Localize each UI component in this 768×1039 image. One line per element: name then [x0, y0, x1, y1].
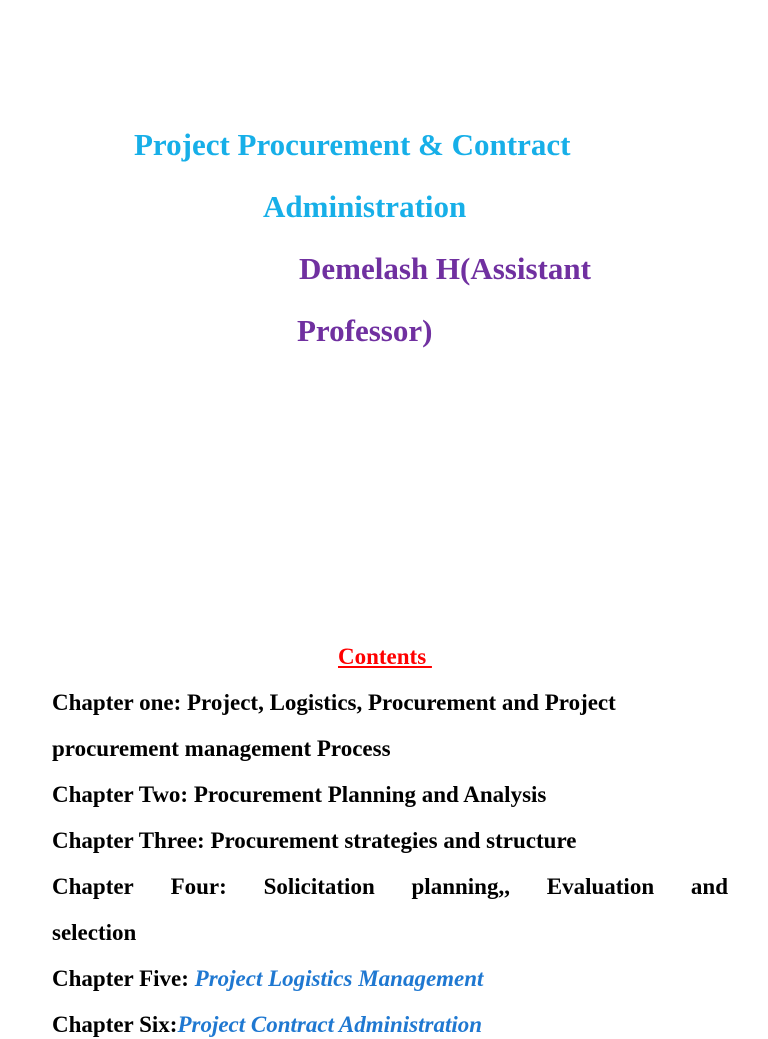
document-title-line-1: Project Procurement & Contract — [134, 127, 571, 162]
toc-chapter-five-link[interactable]: Project Logistics Management — [194, 966, 484, 991]
document-title-line-2: Administration — [263, 189, 467, 224]
toc-word: Solicitation — [263, 874, 375, 899]
toc-word: planning,, — [411, 874, 510, 899]
toc-chapter-six-prefix: Chapter Six: — [52, 1012, 178, 1037]
toc-chapter-one-line-2: procurement management Process — [52, 736, 391, 761]
author-line-1: Demelash H(Assistant — [299, 251, 591, 286]
toc-chapter-four-line-1 — [52, 873, 728, 901]
toc-chapter-four-line-2: selection — [52, 920, 137, 945]
toc-chapter-six-link[interactable]: Project Contract Administration — [177, 1012, 483, 1037]
toc-word: and — [690, 874, 728, 899]
toc-word: Evaluation — [546, 874, 655, 899]
toc-word: Chapter — [52, 874, 134, 899]
toc-chapter-two: Chapter Two: Procurement Planning and Analysis — [52, 782, 547, 807]
toc-word: Four: — [170, 874, 227, 899]
toc-chapter-five-prefix: Chapter Five: — [52, 966, 195, 991]
toc-chapter-three: Chapter Three: Procurement strategies and structure — [52, 828, 577, 853]
toc-chapter-six — [52, 1011, 728, 1039]
toc-chapter-one-line-1: Chapter one: Project, Logistics, Procurement and Project — [52, 690, 616, 715]
toc-chapter-five — [52, 965, 728, 993]
author-line-2: Professor) — [297, 313, 433, 348]
contents-heading: Contents — [338, 644, 432, 669]
